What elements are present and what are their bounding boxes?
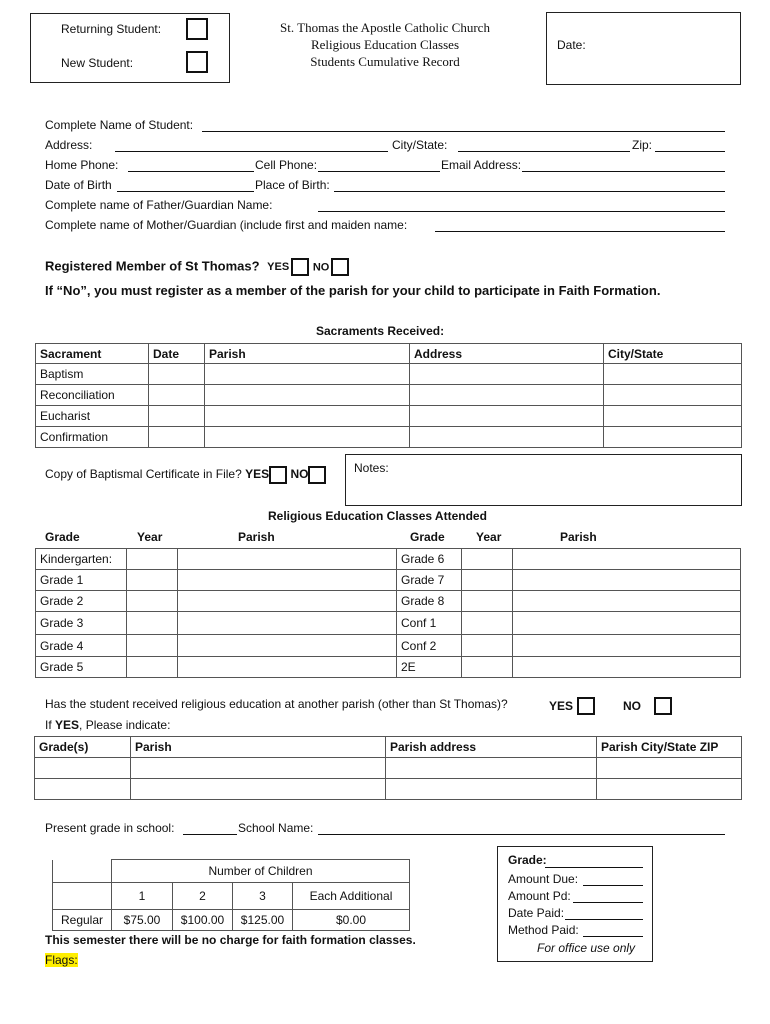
grade-cell: Kindergarten: — [36, 549, 127, 570]
address-col-header: Address — [410, 344, 604, 364]
classes-table — [35, 548, 741, 678]
home-phone-field[interactable] — [128, 171, 254, 172]
other-parish-question — [45, 697, 508, 711]
grade-cell: 2E — [397, 657, 462, 678]
no-charge-notice: This semester there will be no charge for faith formation classes. — [45, 933, 416, 947]
if-yes-prefix: If — [45, 718, 52, 732]
membership-yes-checkbox[interactable] — [291, 258, 309, 276]
cell-phone-field[interactable] — [318, 171, 440, 172]
office-grade — [508, 853, 547, 867]
amount-pd-label: Amount Pd: — [508, 889, 571, 903]
present-grade-label: Present grade in school: — [45, 821, 175, 835]
parish-address-col-header: Parish address — [386, 737, 597, 758]
if-yes-instruction — [45, 718, 170, 732]
baptismal-question — [45, 466, 326, 484]
email-field[interactable] — [522, 171, 725, 172]
membership-no-label: NO — [312, 261, 330, 274]
flags-label: Flags: — [45, 953, 78, 967]
fee-value: $0.00 — [293, 910, 410, 931]
pob-field[interactable] — [334, 191, 725, 192]
sacraments-table — [35, 343, 742, 448]
method-paid-label: Method Paid: — [508, 923, 579, 937]
baptismal-yes-label: YES — [245, 467, 270, 482]
pob-label: Place of Birth: — [255, 178, 330, 192]
office-use-box — [497, 846, 653, 962]
program-name: Religious Education Classes — [310, 37, 460, 52]
present-grade-field[interactable] — [183, 834, 237, 835]
fees-col-additional: Each Additional — [293, 883, 410, 910]
father-field[interactable] — [318, 211, 725, 212]
table-row[interactable] — [36, 657, 741, 678]
table-row[interactable] — [36, 406, 742, 427]
sacraments-header-row — [36, 344, 742, 364]
grade-cell: Grade 6 — [397, 549, 462, 570]
right-parish-header: Parish — [560, 530, 597, 544]
table-row[interactable] — [36, 570, 741, 591]
grade-cell: Grade 5 — [36, 657, 127, 678]
other-parish-yes-label: YES — [549, 699, 574, 713]
sacrament-name: Reconciliation — [36, 385, 149, 406]
right-year-header: Year — [476, 530, 502, 544]
grades-col-header: Grade(s) — [35, 737, 131, 758]
fees-col-3: 3 — [233, 883, 293, 910]
student-name-label: Complete Name of Student: — [45, 118, 194, 132]
number-of-children-header: Number of Children — [112, 860, 410, 883]
record-name: Students Cumulative Record — [310, 54, 460, 69]
sacrament-name: Confirmation — [36, 427, 149, 448]
if-yes-suffix: , Please indicate: — [79, 718, 171, 732]
baptismal-no-label: NO — [290, 467, 309, 482]
home-phone-label: Home Phone: — [45, 158, 119, 172]
sacrament-name: Eucharist — [36, 406, 149, 427]
right-grade-header: Grade — [410, 530, 445, 544]
notes-label: Notes: — [354, 461, 389, 475]
other-parish-no-checkbox[interactable] — [654, 697, 672, 715]
amount-pd-field[interactable] — [573, 902, 643, 903]
table-row[interactable] — [36, 385, 742, 406]
mother-label: Complete name of Mother/Guardian (include first and maiden name: — [45, 218, 408, 232]
fee-value: $75.00 — [112, 910, 173, 931]
grade-cell: Grade 3 — [36, 612, 127, 635]
table-row[interactable] — [36, 591, 741, 612]
zip-field[interactable] — [655, 151, 725, 152]
address-label: Address: — [45, 138, 93, 152]
grade-cell: Grade 4 — [36, 635, 127, 657]
left-year-header: Year — [137, 530, 163, 544]
office-use-footer: For office use only — [537, 941, 636, 955]
dob-field[interactable] — [117, 191, 254, 192]
date-paid-label: Date Paid: — [508, 906, 565, 920]
date-col-header: Date — [149, 344, 205, 364]
grade-cell: Conf 2 — [397, 635, 462, 657]
grade-cell: Grade 1 — [36, 570, 127, 591]
student-type-box — [30, 13, 230, 83]
other-parish-header-row — [35, 737, 742, 758]
form-title — [240, 19, 530, 70]
grade-cell: Grade 8 — [397, 591, 462, 612]
fees-columns-row — [53, 883, 410, 910]
new-student-checkbox[interactable] — [186, 51, 208, 73]
grade-cell: Conf 1 — [397, 612, 462, 635]
fees-regular-row — [53, 910, 410, 931]
office-grade-label: Grade: — [508, 853, 547, 867]
dob-label: Date of Birth — [45, 178, 112, 192]
left-grade-header: Grade — [45, 530, 80, 544]
city-state-col-header: City/State — [604, 344, 742, 364]
father-label: Complete name of Father/Guardian Name: — [45, 198, 273, 212]
fees-col-2: 2 — [173, 883, 233, 910]
if-yes-bold: YES — [55, 718, 80, 732]
amount-due-field[interactable] — [583, 885, 643, 886]
membership-yes-label: YES — [267, 261, 290, 274]
other-parish-question-text: Has the student received religious education at another parish (other than St Thomas)? — [45, 697, 508, 711]
parish-city-col-header: Parish City/State ZIP — [597, 737, 742, 758]
parish-col-header: Parish — [131, 737, 386, 758]
cell-phone-label: Cell Phone: — [255, 158, 318, 172]
mother-field[interactable] — [435, 231, 725, 232]
table-row[interactable] — [35, 779, 742, 800]
church-name: St. Thomas the Apostle Catholic Church — [280, 20, 490, 35]
returning-student-label: Returning Student: — [61, 22, 162, 36]
parish-col-header: Parish — [205, 344, 410, 364]
membership-question-text: Registered Member of St Thomas? — [45, 258, 260, 274]
office-grade-field[interactable] — [545, 867, 643, 868]
grade-cell: Grade 2 — [36, 591, 127, 612]
baptismal-question-text: Copy of Baptismal Certificate in File? — [45, 467, 242, 482]
email-label: Email Address: — [441, 158, 522, 172]
fees-table — [52, 859, 410, 931]
other-parish-no-label: NO — [623, 699, 641, 713]
school-name-label: School Name: — [238, 821, 314, 835]
sacrament-col-header: Sacrament — [36, 344, 149, 364]
fees-row-label: Regular — [53, 910, 112, 931]
grade-cell: Grade 7 — [397, 570, 462, 591]
date-paid-field[interactable] — [565, 919, 643, 920]
amount-due-label: Amount Due: — [508, 872, 579, 886]
left-parish-header: Parish — [238, 530, 275, 544]
membership-no-checkbox[interactable] — [331, 258, 349, 276]
sacraments-title: Sacraments Received: — [316, 324, 445, 338]
other-parish-yes-checkbox[interactable] — [577, 697, 595, 715]
other-parish-table — [34, 736, 742, 800]
fee-value: $125.00 — [233, 910, 293, 931]
baptismal-no-checkbox[interactable] — [308, 466, 326, 484]
student-name-field[interactable] — [202, 131, 725, 132]
fees-col-1: 1 — [112, 883, 173, 910]
classes-title: Religious Education Classes Attended — [268, 509, 487, 523]
notes-box[interactable] — [345, 454, 742, 506]
table-row[interactable] — [35, 758, 742, 779]
membership-question — [45, 258, 349, 276]
city-state-field[interactable] — [458, 151, 630, 152]
zip-label: Zip: — [632, 138, 653, 152]
membership-note: If “No”, you must register as a member of the parish for your child to participate in Faith Formation. — [45, 283, 661, 298]
sacrament-name: Baptism — [36, 364, 149, 385]
address-field[interactable] — [115, 151, 388, 152]
method-paid-field[interactable] — [583, 936, 643, 937]
fee-value: $100.00 — [173, 910, 233, 931]
table-row[interactable] — [36, 612, 741, 635]
city-state-label: City/State: — [392, 138, 448, 152]
new-student-label: New Student: — [61, 56, 134, 70]
table-row[interactable] — [36, 635, 741, 657]
date-box[interactable] — [546, 12, 741, 85]
returning-student-checkbox[interactable] — [186, 18, 208, 40]
table-row[interactable] — [36, 427, 742, 448]
table-row[interactable] — [36, 549, 741, 570]
table-row[interactable] — [36, 364, 742, 385]
fees-header-row — [53, 860, 410, 883]
school-name-field[interactable] — [318, 834, 725, 835]
date-label: Date: — [557, 38, 586, 52]
baptismal-yes-checkbox[interactable] — [269, 466, 287, 484]
